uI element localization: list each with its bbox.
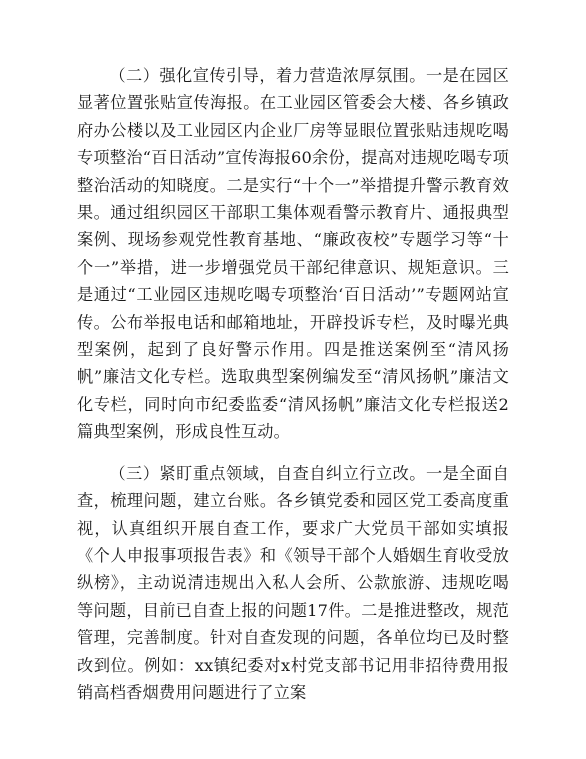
document-body <box>77 62 509 706</box>
paragraph-self-inspection: （三）紧盯重点领域，自查自纠立行立改。一是全面自查，梳理问题，建立台账。各乡镇党委和园区党工委高度重视，认真组织开展自查工作，要求广大党员干部如实填报《个人申报事项报告表》和《领导干部个人婚姻生育收受放纵榜》，主动说清违规出入私人会所、公款旅游、违规吃喝等问题，目前已自查上报的问题17件。二是推进整改，规范管理，完善制度。针对自查发现的问题，各单位均已及时整改到位。例如：xx镇纪委对x村党支部书记用非招待费用报销高档香烟费用问题进行了立案 <box>77 463 509 702</box>
paragraph-publicity: （二）强化宣传引导，着力营造浓厚氛围。一是在园区显著位置张贴宣传海报。在工业园区管委会大楼、各乡镇政府办公楼以及工业园区内企业厂房等显眼位置张贴违规吃喝专项整治“百日活动”宣传海报60余份，提高对违规吃喝专项整治活动的知晓度。二是实行“十个一”举措提升警示教育效果。通过组织园区干部职工集体观看警示教育片、通报典型案例、现场参观党性教育基地、“廉政夜校”专题学习等“十个一”举措，进一步增强党员干部纪律意识、规矩意识。三是通过“工业园区违规吃喝专项整治‘百日活动’”专题网站宣传。公布举报电话和邮箱地址，开辟投诉专栏，及时曝光典型案例，起到了良好警示作用。四是推送案例至“清风扬帆”廉洁文化专栏。选取典型案例编发至“清风扬帆”廉洁文化专栏，同时向市纪委监委“清风扬帆”廉洁文化专栏报送2篇典型案例，形成良性互动。 <box>77 66 509 442</box>
